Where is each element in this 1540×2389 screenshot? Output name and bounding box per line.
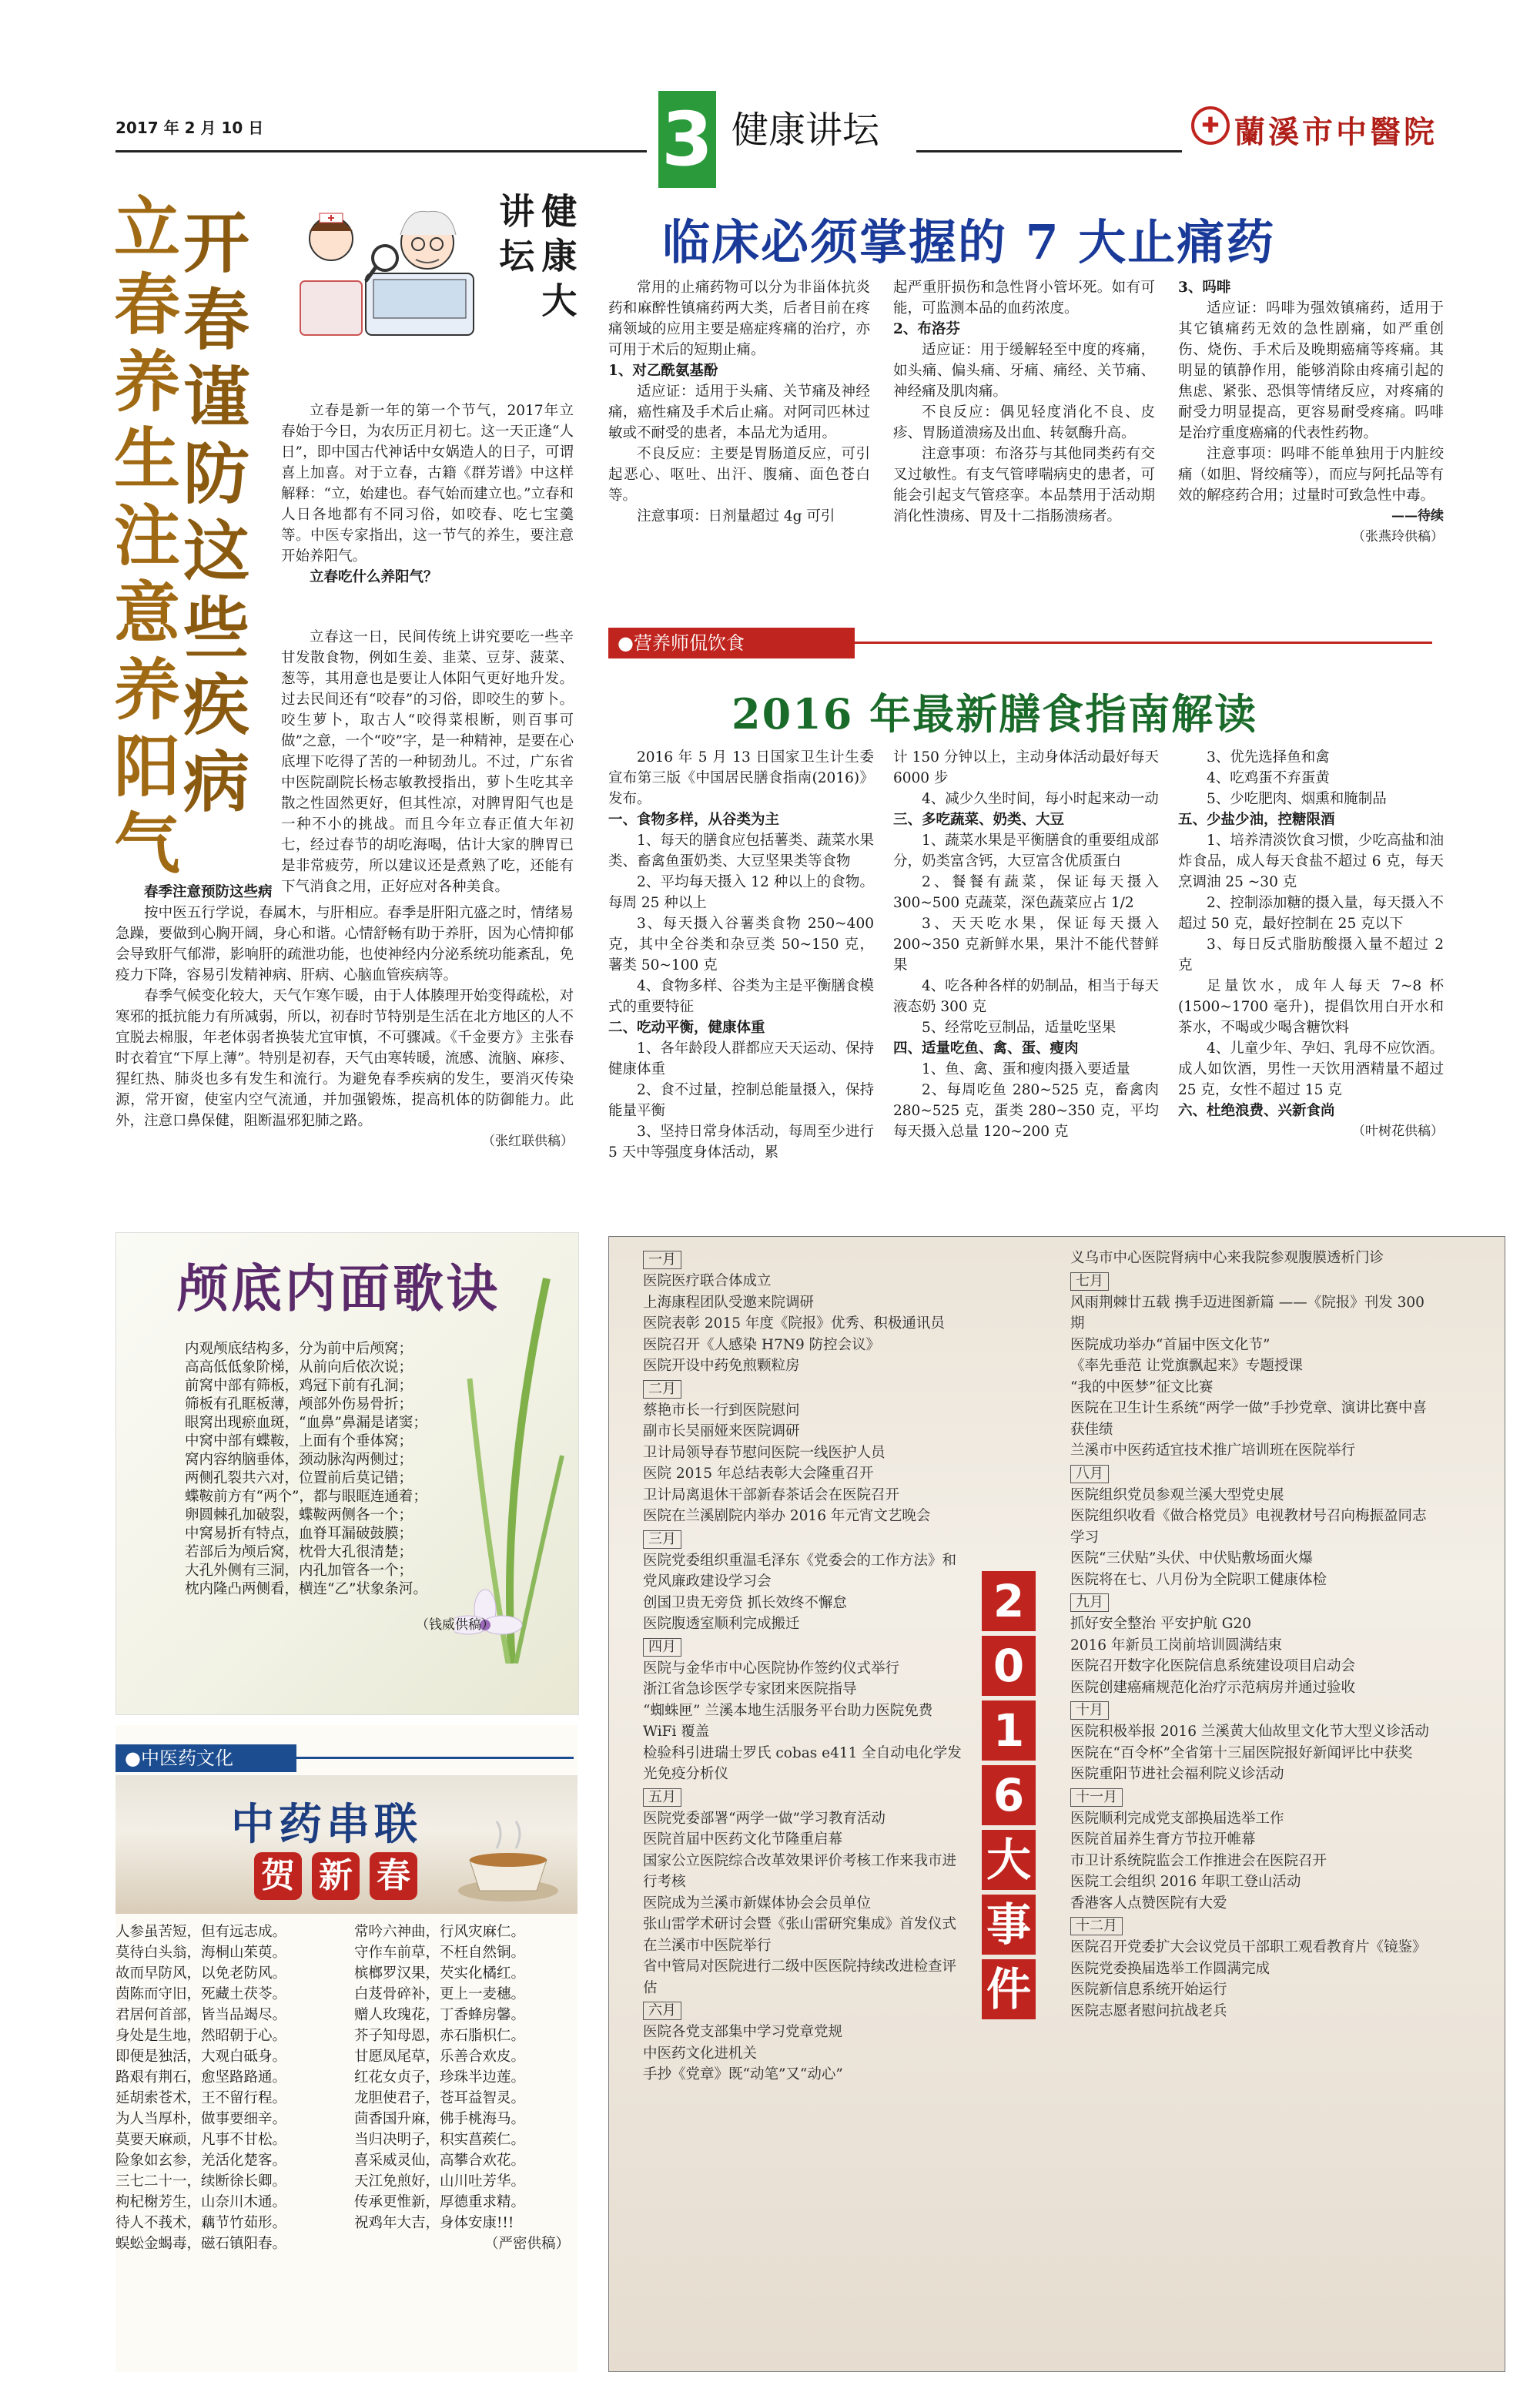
event-month-label: 八月 <box>1070 1465 1109 1483</box>
event-item: 医院与金华市中心医院协作签约仪式举行 <box>643 1660 900 1677</box>
tcm-seal-char: 新 <box>312 1852 360 1900</box>
event-item: 中医药文化进机关 <box>643 2045 758 2062</box>
event-item: 蔡艳市长一行到医院慰问 <box>643 1402 800 1419</box>
event-item: 风雨荆棘廿五载 携手迈进图新篇 ——《院报》刊发 300 期 <box>1070 1294 1424 1332</box>
tcm-line: 龙胆使君子，苍耳益智灵。 <box>354 2090 526 2106</box>
nutrition-text: 3、优先选择鱼和禽 <box>1207 749 1330 766</box>
event-item: 医院工会组织 2016 年职工登山活动 <box>1070 1874 1301 1890</box>
spring-title-1: 开春谨防这些疾病 <box>172 208 249 824</box>
event-month-label: 一月 <box>643 1251 681 1269</box>
nutrition-text: 1、培养清淡饮食习惯，少吃高盐和油炸食品，成人每天食盐不超过 6 克，每天烹调油 25 ~30 克 <box>1178 833 1444 890</box>
tcm-line: 槟榔罗汉果，芡实化橘红。 <box>354 1965 526 1982</box>
nutrition-text: 2、每周吃鱼 280~525 克，畜禽肉 280~525 克，蛋类 280~350 克，平均每天摄入总量 120~200 克 <box>893 1082 1159 1140</box>
tcm-line: 故而早防风，以免老防风。 <box>116 1965 287 1982</box>
header-rule <box>116 150 647 152</box>
tcm-line: 天江免煎好，山川吐芳华。 <box>354 2173 526 2190</box>
event-item: 医院积极举报 2016 兰溪黄大仙故里文化节大型义诊活动 <box>1070 1724 1429 1740</box>
nutrition-tag: ●营养师侃饮食 <box>608 628 855 658</box>
event-item: 医院在兰溪剧院内举办 2016 年元宵文艺晚会 <box>643 1508 931 1524</box>
tcm-seal-char: 春 <box>370 1852 417 1900</box>
clinical-col-1 <box>608 277 870 527</box>
tcm-line: 蜈蚣金蝎毒，磁石镇阳春。 <box>116 2236 287 2252</box>
tcm-line: 茵陈而守旧，死藏土茯苓。 <box>116 1986 287 2002</box>
event-item: 省中管局对医院进行二级中医医院持续改进检查评估 <box>643 1958 957 1996</box>
event-item: 检验科引进瑞士罗氏 cobas e411 全自动电化学发光免疫分析仪 <box>643 1744 962 1782</box>
section-title: 健康讲坛 <box>732 109 880 152</box>
tcm-tag-rule <box>296 1757 574 1759</box>
nutrition-text: 2、餐餐有蔬菜，保证每天摄入 300~500 克蔬菜，深色蔬菜应占 1/2 <box>893 874 1159 911</box>
nutrition-text: 足量饮水，成年人每天 7~8 杯(1500~1700 毫升)，提倡饮用白开水和茶水，不喝或少喝含糖饮料 <box>1178 978 1444 1036</box>
nutrition-text: 2、平均每天摄入 12 种以上的食物。每周 25 种以上 <box>608 874 874 911</box>
tcm-line: 险象如玄参，羌活化楚客。 <box>116 2153 287 2169</box>
poem-signature: （钱威供稿） <box>416 1617 494 1633</box>
events-title-char: 6 <box>982 1765 1036 1825</box>
nutrition-heading: 三、多吃蔬菜、奶类、大豆 <box>893 812 1065 828</box>
event-month-label: 十二月 <box>1070 1917 1123 1935</box>
event-item: 医院成功举办“首届中医文化节” <box>1070 1336 1270 1353</box>
clinical-continued: ——待续 <box>1391 508 1444 524</box>
tcm-line: 芥子知母恩，赤石脂枳仁。 <box>354 2028 526 2044</box>
spring-paragraph: 立春这一日，民间传统上讲究要吃一些辛甘发散食物，例如生姜、韭菜、豆芽、菠菜、葱等，其用意也是要让人体阳气更好地升发。过去民间还有“咬春”的习俗，即咬生的萝卜。咬生萝卜，取古人“咬得菜根断，则百事可做”之意，一个“咬”字，是一种精神，是要在心底埋下吃得了苦的一种韧劲儿。不过，广东省中医院副院长杨志敏教授指出，萝卜生吃其辛散之性固然更好，但其性凉，对脾胃阳气也是一种不小的挑战。而且今年立春正值大年初七，经过春节的胡吃海喝，估计大家的脾胃已是非常疲劳，所以建议还是煮熟了吃，还能有下气消食之用，正好应对各种美食。 <box>281 629 574 895</box>
event-item: 医院组织党员参观兰溪大型党史展 <box>1070 1486 1284 1503</box>
event-item: 医院顺利完成党支部换届选举工作 <box>1070 1810 1284 1827</box>
nutrition-tag-rule <box>855 642 1432 644</box>
tcm-line: 君居何首部，皆当品竭尽。 <box>116 2007 287 2023</box>
event-item: 兰溪市中医药适宜技术推广培训班在医院举行 <box>1070 1442 1356 1459</box>
event-item: 上海康程团队受邀来院调研 <box>643 1294 815 1311</box>
event-item: 医院党委部署“两学一做”学习教育活动 <box>643 1810 886 1827</box>
clinical-signature: （张燕玲供稿） <box>1352 529 1444 544</box>
tcm-line: 三七二十一，续断徐长卿。 <box>116 2173 287 2190</box>
event-item: 医院表彰 2015 年度《院报》优秀、积极通讯员 <box>643 1315 945 1332</box>
clinical-text: 适应证：适用于头痛、关节痛及神经痛，癌性痛及手术后止痛。对阿司匹林过敏或不耐受的患者，本品尤为适用。 <box>608 384 870 441</box>
event-item: 医院创建癌痛规范化治疗示范病房并通过验收 <box>1070 1679 1356 1696</box>
event-item: 医院开设中药免煎颗粒房 <box>643 1358 800 1374</box>
nutrition-text: 4、儿童少年、孕妇、乳母不应饮酒。成人如饮酒，男性一天饮用酒精量不超过 25 克，女性不超过 15 克 <box>1178 1040 1444 1098</box>
nutrition-heading: 五、少盐少油，控糖限酒 <box>1178 812 1335 828</box>
nutrition-text: 1、鱼、禽、蛋和瘦肉摄入要适量 <box>922 1061 1130 1077</box>
clinical-text: 常用的止痛药物可以分为非甾体抗炎药和麻醉性镇痛药两大类，后者目前在疼痛领域的应用主要是癌症疼痛的治疗，亦可用于术后的短期止痛。 <box>608 280 870 358</box>
nutrition-text: 4、吃各种各样的奶制品，相当于每天液态奶 300 克 <box>893 978 1159 1015</box>
event-item: 医院在卫生计生系统“两学一做”手抄党章、演讲比赛中喜获佳绩 <box>1070 1400 1427 1438</box>
hospital-logo-icon <box>1191 106 1230 145</box>
spring-paragraph: 春季气候变化较大，天气乍寒乍暖，由于人体腠理开始变得疏松，对寒邪的抵抗能力有所减弱，所以，初春时节特别是生活在北方地区的人不宜脱去棉服，年老体弱者换装尤宜审慎，不可骤减。《千金要方》主张春时衣着宜“下厚上薄”。特别是初春，天气由寒转暖，流感、流脑、麻疹、猩红热、肺炎也多有发生和流行。为避免春季疾病的发生，要消灭传染源，常开窗，使室内空气流通，并加强锻炼，提高机体的防御能力。此外，注意口鼻保健，阻断温邪犯肺之路。 <box>116 988 574 1129</box>
clinical-col-2 <box>893 277 1155 527</box>
spring-paragraph: 按中医五行学说，春属木，与肝相应。春季是肝阳亢盛之时，情绪易急躁，要做到心胸开阔，身心和谐。心情舒畅有助于养肝，因为心情抑郁会导致肝气郁滞，影响肝的疏泄功能，也使神经内分泌系统功能紊乱，免疫力下降，容易引发精神病、肝病、心脑血管疾病等。 <box>116 905 574 983</box>
tcm-line: 喜采威灵仙，高攀合欢花。 <box>354 2153 526 2169</box>
poem-line: 前窝中部有筛板，鸡冠下前有孔洞； <box>185 1378 413 1394</box>
events-title-char: 大 <box>982 1830 1036 1890</box>
poem-lines <box>185 1340 531 1599</box>
nutrition-text: 5、经常吃豆制品，适量吃坚果 <box>922 1020 1116 1036</box>
events-col-right <box>1047 1248 1440 2022</box>
nutrition-text: 4、食物多样、谷类为主是平衡膳食模式的重要特征 <box>608 978 874 1015</box>
event-item: 医院医疗联合体成立 <box>643 1273 772 1289</box>
spring-paragraph: 立春是新一年的第一个节气，2017年立春始于今日，为农历正月初七。这一天正逢“人日”，即中国古代神话中女娲造人的日子，可谓喜上加喜。对于立春，古籍《群芳谱》中这样解释：“立，始建也。春气始而建立也。”立春和人日各地都有不同习俗，如咬春、吃七宝羹等。中医专家指出，这一节气的养生，要注意开始养阳气。 <box>281 403 574 565</box>
tcm-col-right <box>354 1922 570 2254</box>
events-title-char: 2 <box>982 1571 1036 1631</box>
clinical-text: 注意事项：日剂量超过 4g 可引 <box>637 508 835 524</box>
poem-line: 两侧孔裂共六对，位置前后莫记错； <box>185 1470 413 1486</box>
nutrition-text: 3、每日反式脂肪酸摄入量不超过 2 克 <box>1178 937 1444 973</box>
event-item: 医院组织收看《做合格党员》电视教材号召向梅振盈同志学习 <box>1070 1508 1427 1546</box>
tcm-line: 赠人玫瑰花，丁香蜂房馨。 <box>354 2007 526 2023</box>
hospital-name: 蘭溪市中醫院 <box>1234 114 1438 150</box>
spring-article-body <box>116 627 574 897</box>
event-month-label: 六月 <box>643 2002 681 2020</box>
tcm-line: 白芨骨碎补，更上一麦穗。 <box>354 1986 526 2002</box>
clinical-text: 注意事项：布洛芬与其他同类药有交叉过敏性。有支气管哮喘病史的患者，可能会引起支气管痉挛。本品禁用于活动期消化性溃疡、胃及十二指肠溃疡者。 <box>893 446 1155 524</box>
tcm-line: 身处是生地，然昭朝于心。 <box>116 2028 287 2044</box>
event-item: 医院腹透室顺利完成搬迁 <box>643 1616 800 1632</box>
tcm-line: 守作车前草，不枉自然铜。 <box>354 1945 526 1961</box>
event-month-label: 四月 <box>643 1638 681 1657</box>
spring-heading: 立春吃什么养阳气？ <box>310 569 438 585</box>
tcm-line: 传承更惟新，厚德重求精。 <box>354 2194 526 2210</box>
tcm-line: 即便是独活，大观白砥身。 <box>116 2049 287 2065</box>
nutrition-text: 4、吃鸡蛋不弃蛋黄 <box>1207 770 1330 786</box>
tcm-line: 祝鸡年大吉，身体安康!!! <box>354 2215 514 2231</box>
spring-heading: 春季注意预防这些病 <box>144 884 273 900</box>
event-item: 手抄《党章》既“动笔”又“动心” <box>643 2066 843 2082</box>
spring-title-2: 立春养生注意养阳气 <box>102 193 180 886</box>
event-month-label: 十月 <box>1070 1701 1109 1720</box>
nutrition-col-2 <box>893 747 1159 1142</box>
event-month-label: 五月 <box>643 1788 681 1807</box>
event-item: 张山雷学术研讨会暨《张山雷研究集成》首发仪式在兰溪市中医院举行 <box>643 1916 957 1954</box>
event-month-label: 七月 <box>1070 1272 1109 1291</box>
tcm-line: 红花女贞子，珍珠半边莲。 <box>354 2069 526 2086</box>
spring-article-intro <box>281 400 574 588</box>
poem-line: 窝内容纳脑垂体，颈动脉沟两侧过； <box>185 1452 413 1468</box>
tcm-line: 延胡索苍术，王不留行程。 <box>116 2090 287 2106</box>
event-item: 抓好安全整治 平安护航 G20 <box>1070 1616 1252 1632</box>
event-item: 医院首届中医药文化节隆重启幕 <box>643 1831 843 1848</box>
nutrition-text: 5、少吃肥肉、烟熏和腌制品 <box>1207 791 1387 807</box>
event-item: “我的中医梦”征文比赛 <box>1070 1379 1214 1396</box>
poem-line: 中窝中部有蝶鞍，上面有个垂体窝； <box>185 1433 413 1449</box>
nutrition-heading: 二、吃动平衡，健康体重 <box>608 1020 765 1036</box>
event-item: 医院首届养生膏方节拉开帷幕 <box>1070 1831 1256 1848</box>
tcm-col-left <box>116 1922 331 2254</box>
event-item: 医院各党支部集中学习党章党规 <box>643 2024 843 2040</box>
clinical-text: 适应证：用于缓解轻至中度的疼痛，如头痛、偏头痛、牙痛、痛经、关节痛、神经痛及肌肉痛。 <box>893 342 1155 400</box>
clinical-title: 临床必须掌握的 7 大止痛药 <box>662 214 1276 270</box>
events-title-char: 事 <box>982 1895 1036 1955</box>
clinical-text: 起严重肝损伤和急性肾小管坏死。如有可能，可监测本品的血药浓度。 <box>893 280 1155 317</box>
event-item: 副市长吴丽娅来医院调研 <box>643 1423 800 1439</box>
tcm-line: 枸杞榭芳生，山奈川木通。 <box>116 2194 287 2210</box>
tcm-line: 为人当厚朴，做事要细辛。 <box>116 2111 287 2127</box>
nutrition-heading: 六、杜绝浪费、兴新食尚 <box>1178 1103 1335 1119</box>
doctor-cartoon-icon <box>293 189 485 350</box>
page-number-badge: 3 <box>658 91 716 188</box>
tcm-line: 莫要天麻顽，凡事不甘松。 <box>116 2132 287 2148</box>
event-item: 医院召开党委扩大会议党员干部职工观看教育片《镜鉴》 <box>1070 1939 1427 1955</box>
poem-line: 枕内隆凸两侧看，横连“乙”状象条河。 <box>185 1581 427 1597</box>
nutrition-text: 1、各年龄段人群都应天天运动、保持健康体重 <box>608 1040 874 1077</box>
event-item: 医院志愿者慰问抗战老兵 <box>1070 2002 1227 2019</box>
nutrition-signature: （叶树花供稿） <box>1352 1124 1444 1139</box>
event-item: 医院召开《人感染 H7N9 防控会议》 <box>643 1336 881 1353</box>
tcm-line: 茴香国升麻，佛手桃海马。 <box>354 2111 526 2127</box>
event-month-label: 十一月 <box>1070 1788 1123 1807</box>
clinical-text: 不良反应：偶见轻度消化不良、皮疹、胃肠道溃疡及出血、转氨酶升高。 <box>893 404 1155 441</box>
nutrition-text: 2、控制添加糖的摄入量，每天摄入不超过 50 克，最好控制在 25 克以下 <box>1178 895 1444 932</box>
event-item: 医院召开数字化医院信息系统建设项目启动会 <box>1070 1658 1356 1674</box>
event-month-label: 九月 <box>1070 1593 1109 1612</box>
event-item: 卫计局领导春节慰问医院一线医护人员 <box>643 1444 886 1461</box>
nutrition-text: 计 150 分钟以上，主动身体活动最好每天 6000 步 <box>893 749 1159 786</box>
event-item: 创国卫贵无旁贷 抓长效终不懈怠 <box>643 1594 847 1611</box>
event-item: 市卫计系统院监会工作推进会在医院召开 <box>1070 1852 1327 1869</box>
event-item: 浙江省急诊医学专家团来医院指导 <box>643 1681 857 1697</box>
events-title-char: 件 <box>982 1959 1036 2019</box>
clinical-heading: 3、吗啡 <box>1178 280 1231 296</box>
tcm-line: 甘愿凤尾草，乐善合欢皮。 <box>354 2049 526 2065</box>
events-col-left <box>620 1248 970 2086</box>
nutrition-text: 3、坚持日常身体活动，每周至少进行 5 天中等强度身体活动，累 <box>608 1124 874 1161</box>
poem-line: 卵圆棘孔加破裂，蝶鞍两侧各一个； <box>185 1507 413 1523</box>
poem-line: 眼窝出现瘀血斑，“血鼻”鼻漏是诸窦； <box>185 1415 427 1431</box>
nutrition-text: 2、食不过量，控制总能量摄入，保持能量平衡 <box>608 1082 874 1119</box>
clinical-heading: 2、布洛芬 <box>893 321 960 337</box>
tcm-line: 人参虽苦短，但有远志成。 <box>116 1924 287 1940</box>
event-item: 医院“三伏贴”头伏、中伏贴敷场面火爆 <box>1070 1550 1313 1566</box>
event-item: 卫计局离退休干部新春茶话会在医院召开 <box>643 1486 900 1503</box>
header-rule-right <box>916 150 1182 152</box>
poem-line: 中窝易折有特点，血脊耳漏破鼓膜； <box>185 1526 413 1542</box>
event-item: 医院党委组织重温毛泽东《党委会的工作方法》和党风廉政建设学习会 <box>643 1552 957 1590</box>
nutrition-text: 3、天天吃水果，保证每天摄入 200~350 克新鲜水果，果汁不能代替鲜果 <box>893 916 1159 973</box>
tcm-line: 常吟六神曲，行风灾麻仁。 <box>354 1924 526 1940</box>
event-item: “蜘蛛匣” 兰溪本地生活服务平台助力医院免费 WiFi 覆盖 <box>643 1702 933 1740</box>
event-item: 义乌市中心医院肾病中心来我院参观腹膜透析门诊 <box>1070 1250 1384 1266</box>
event-item: 医院成为兰溪市新媒体协会会员单位 <box>643 1895 872 1912</box>
nutrition-col-3 <box>1178 747 1444 1142</box>
nutrition-col-1 <box>608 747 874 1163</box>
poem-line: 筛板有孔眶板薄，颅部外伤易骨折； <box>185 1396 413 1412</box>
clinical-text: 不良反应：主要是胃肠道反应，可引起恶心、呕吐、出汗、腹痛、面色苍白等。 <box>608 446 870 504</box>
tcm-line: 待人不莪术，藕节竹茹形。 <box>116 2215 287 2231</box>
tcm-line: （严密供稿） <box>484 2236 570 2252</box>
nutrition-heading: 四、适量吃鱼、禽、蛋、瘦肉 <box>893 1040 1079 1057</box>
event-item: 医院将在七、八月份为全院职工健康体检 <box>1070 1571 1327 1588</box>
nutrition-heading: 一、食物多样，从谷类为主 <box>608 812 780 828</box>
event-item: 国家公立医院综合改革效果评价考核工作来我市进行考核 <box>643 1852 957 1890</box>
tcm-line: 当归决明子，积实菖蒺仁。 <box>354 2132 526 2148</box>
issue-date: 2017 年 2 月 10 日 <box>116 119 264 137</box>
nutrition-title: 2016 年最新膳食指南解读 <box>732 689 1258 739</box>
tcm-tag: ●中医药文化 <box>116 1744 296 1772</box>
events-title-char: 0 <box>982 1636 1036 1696</box>
nutrition-text: 1、每天的膳食应包括薯类、蔬菜水果类、畜禽鱼蛋奶类、大豆坚果类等食物 <box>608 833 874 869</box>
tcm-line: 莫待白头翁，海桐山茱萸。 <box>116 1945 287 1961</box>
event-item: 医院 2015 年总结表彰大会隆重召开 <box>643 1466 874 1482</box>
clinical-text: 适应证：吗啡为强效镇痛药，适用于其它镇痛药无效的急性剧痛，如严重创伤、烧伤、手术后及晚期癌痛等疼痛。其明显的镇静作用，能够消除由疼痛引起的焦虑、紧张、恐惧等情绪反应，对疼痛的耐受力明显提高，更容易耐受疼痛。吗啡是治疗重度癌痛的代表性药物。 <box>1178 300 1444 441</box>
tcm-line: 路艰有荆石，愈坚路路通。 <box>116 2069 287 2086</box>
clinical-text: 注意事项：吗啡不能单独用于内脏绞痛（如胆、肾绞痛等），而应与阿托品等有效的解痉药合用；过量时可致急性中毒。 <box>1178 446 1444 504</box>
events-title-char: 1 <box>982 1700 1036 1761</box>
event-item: 医院在“百令杯”全省第十三届医院报好新闻评比中获奖 <box>1070 1744 1413 1761</box>
event-item: 《率先垂范 让党旗飘起来》专题授课 <box>1070 1358 1303 1374</box>
nutrition-text: 3、每天摄入谷薯类食物 250~400 克，其中全谷类和杂豆类 50~150 克，薯类 50~100 克 <box>608 916 874 973</box>
clinical-col-3 <box>1178 277 1444 548</box>
lecture-badge: 健康大讲坛 <box>494 193 578 327</box>
event-item: 医院重阳节进社会福利院义诊活动 <box>1070 1766 1284 1782</box>
event-month-label: 二月 <box>643 1380 681 1399</box>
event-month-label: 三月 <box>643 1530 681 1549</box>
nutrition-text: 2016 年 5 月 13 日国家卫生计生委宣布第三版《中国居民膳食指南(2016)》发布。 <box>608 749 874 807</box>
poem-line: 高高低低象阶梯，从前向后依次说； <box>185 1359 413 1375</box>
event-item: 医院新信息系统开始运行 <box>1070 1982 1227 1998</box>
poem-line: 大孔外侧有三洞，内孔加管各一个； <box>185 1563 413 1579</box>
event-item: 香港客人点赞医院有大爱 <box>1070 1895 1227 1912</box>
poem-title: 颅底内面歌诀 <box>177 1258 500 1318</box>
clinical-heading: 1、对乙酰氨基酚 <box>608 363 718 379</box>
tcm-title: 中药串联 <box>231 1799 422 1850</box>
events-big-title <box>982 1571 1042 2024</box>
spring-signature: （张红联供稿） <box>482 1134 574 1149</box>
tcm-seal-char: 贺 <box>254 1852 302 1900</box>
event-item: 医院党委换届选举工作圆满完成 <box>1070 1960 1270 1977</box>
spring-article-body-2 <box>116 882 574 1152</box>
poem-line: 若部后为颅后窝，枕骨大孔很清楚； <box>185 1544 413 1560</box>
event-item: 2016 年新员工岗前培训圆满结束 <box>1070 1637 1282 1654</box>
teacup-icon <box>450 1818 566 1910</box>
nutrition-text: 1、蔬菜水果是平衡膳食的重要组成部分，奶类富含钙，大豆富含优质蛋白 <box>893 833 1159 869</box>
poem-line: 内观颅底结构多，分为前中后颅窝； <box>185 1341 413 1357</box>
poem-line: 蝶鞍前方有“两个”，都与眼眶连通着； <box>185 1489 427 1505</box>
nutrition-text: 4、减少久坐时间，每小时起来动一动 <box>922 791 1159 807</box>
